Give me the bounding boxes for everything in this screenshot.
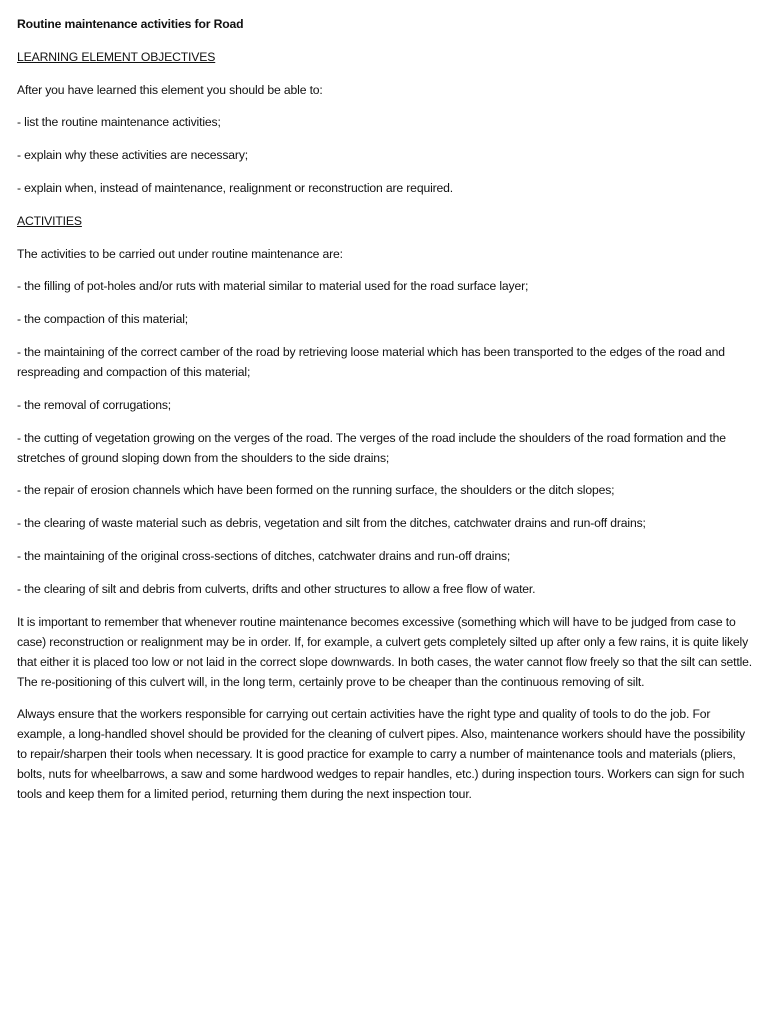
- objective-item: - explain when, instead of maintenance, realignment or reconstruction are required.: [17, 180, 454, 195]
- activities-intro: The activities to be carried out under routine maintenance are:: [17, 246, 343, 261]
- objective-item: - explain why these activities are necessary;: [17, 148, 249, 163]
- activity-item: - the repair of erosion channels which have been formed on the running surface, the shoulders or the ditch slopes;: [17, 483, 615, 498]
- document-title: Routine maintenance activities for Road: [17, 17, 244, 31]
- activity-item: - the filling of pot-holes and/or ruts with material similar to material used for the road surface layer;: [17, 279, 529, 294]
- objective-item: - list the routine maintenance activities;: [17, 115, 221, 130]
- activity-item: - the maintaining of the correct camber of the road by retrieving loose material which has been transported to the edges of the road and respreading and compaction of this material;: [17, 344, 725, 379]
- activity-item: - the maintaining of the original cross-sections of ditches, catchwater drains and run-off drains;: [17, 548, 511, 563]
- activity-item: - the removal of corrugations;: [17, 397, 172, 412]
- body-paragraph-reconstruction: It is important to remember that whenever routine maintenance becomes excessive (something which will have to be judged from case to case) reconstruction or realignment may be in order. If, for example, a culvert gets completely silted up after only a few rains, it is quite likely that either it is placed too low or not laid in the correct slope downwards. In both cases, the water cannot flow freely so that the silt can settle. The re-positioning of this culvert will, in the long term, certainly prove to be cheaper than the continuous removing of silt.: [17, 614, 753, 689]
- document-page: [17, 14, 757, 816]
- activity-item: - the clearing of silt and debris from culverts, drifts and other structures to allow a free flow of water.: [17, 581, 536, 596]
- objectives-heading: LEARNING ELEMENT OBJECTIVES: [17, 49, 216, 64]
- activity-item: - the compaction of this material;: [17, 312, 189, 327]
- activities-heading: ACTIVITIES: [17, 213, 82, 228]
- objectives-intro: After you have learned this element you should be able to:: [17, 82, 323, 97]
- body-paragraph-tools: Always ensure that the workers responsible for carrying out certain activities have the right type and quality of tools to do the job. For example, a long-handled shovel should be provided for the cleaning of culvert pipes. Also, maintenance workers should have the possibility to repair/sharpen their tools when necessary. It is good practice for example to carry a number of maintenance tools and materials (pliers, bolts, nuts for wheelbarrows, a saw and some hardwood wedges to repair handles, etc.) during inspection tours. Workers can sign for such tools and keep them for a limited period, returning them during the next inspection tour.: [17, 706, 745, 801]
- activity-item: - the clearing of waste material such as debris, vegetation and silt from the ditches, catchwater drains and run-off drains;: [17, 516, 646, 531]
- activity-item: - the cutting of vegetation growing on the verges of the road. The verges of the road include the shoulders of the road formation and the stretches of ground sloping down from the shoulders to the side drains;: [17, 430, 726, 465]
